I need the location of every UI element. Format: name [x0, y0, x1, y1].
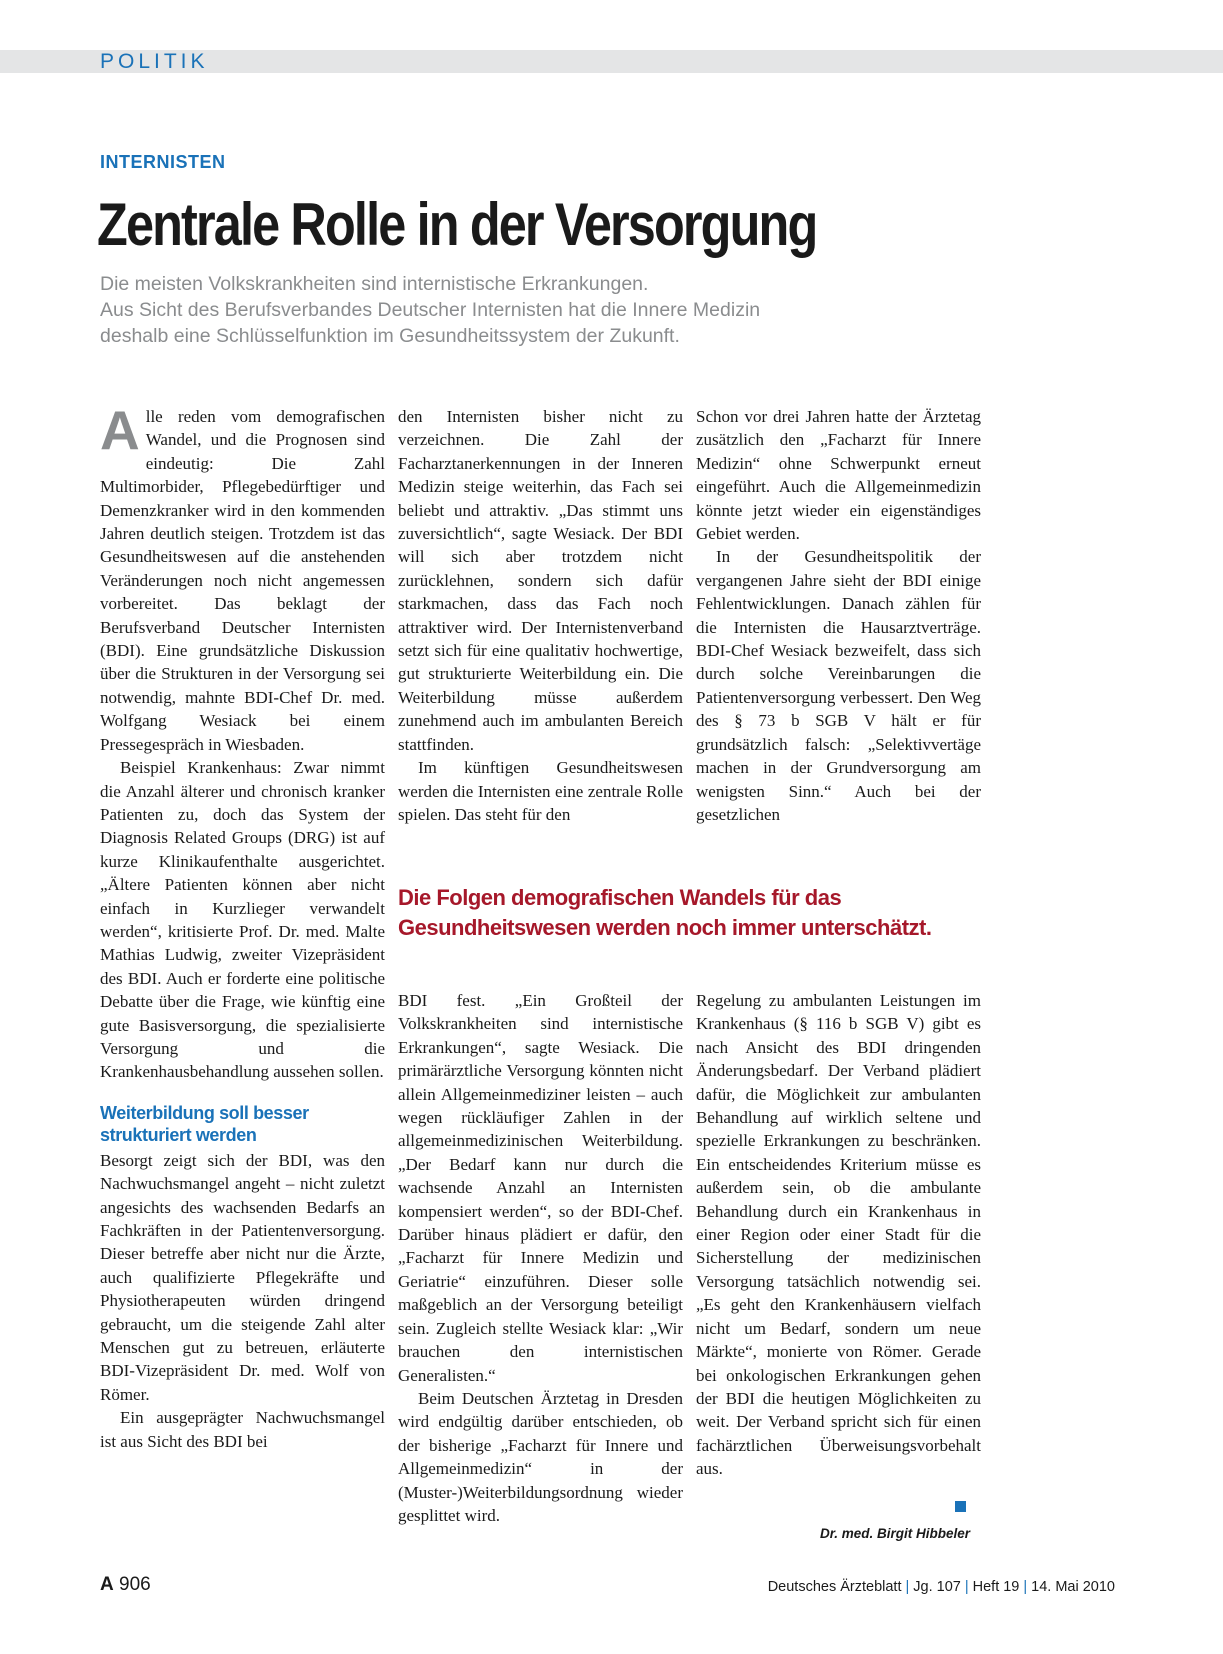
deck-line: deshalb eine Schlüsselfunktion im Gesundheitssystem der Zukunft. — [100, 325, 680, 347]
page-prefix: A — [100, 1574, 114, 1595]
page-number-value: 906 — [119, 1574, 151, 1595]
deck-line: Die meisten Volkskrankheiten sind internistische Erkrankungen. — [100, 273, 649, 295]
text-column-4 — [398, 989, 683, 1527]
article-deck — [100, 271, 1020, 349]
pull-quote-line: Gesundheitswesen werden noch immer unterschätzt. — [398, 915, 932, 940]
journal-footer: Deutsches Ärzteblatt | Jg. 107 | Heft 19 | 14. Mai 2010 — [767, 1579, 1115, 1595]
pull-quote-line: Die Folgen demografischen Wandels für das — [398, 885, 842, 910]
paragraph: Besorgt zeigt sich der BDI, was den Nachwuchsmangel angeht – nicht zuletzt angesichts des wachsenden Bedarfs an Fachkräften in der Patientenversorgung. Dieser betreffe aber nicht nur die Ärzte, auch qualifizierte Pflegekräfte und Physiotherapeuten würden dringend gebraucht, um die steigende Zahl alter Menschen gut zu betreuen, erläuterte BDI-Vizepräsident Dr. med. Wolf von Römer. — [100, 1150, 385, 1404]
deck-line: Aus Sicht des Berufsverbandes Deutscher Internisten hat die Innere Medizin — [100, 299, 761, 321]
text-column-5 — [696, 989, 981, 1481]
article-kicker: INTERNISTEN — [100, 152, 226, 172]
paragraph — [100, 399, 385, 756]
paragraph: In der Gesundheitspolitik der vergangenen Jahre sieht der BDI einige Fehlentwicklungen. Danach zählen für die Internisten die Hausarztverträge. BDI-Chef Wesiack bezweifelt, dass sich durch solche Vereinbarungen die Patientenversorgung verbessert. Den Weg des § 73 b SGB V hält er für grundsätzlich falsch: „Selektivvertäge machen in der Grundversorgung am wenigsten Sinn.“ Auch bei der gesetzlichen — [696, 547, 981, 824]
section-label: POLITIK — [100, 50, 209, 73]
paragraph: Schon vor drei Jahren hatte der Ärztetag zusätzlich den „Facharzt für Innere Medizin“ ohne Schwerpunkt erneut eingeführt. Auch die Allgemeinmedizin könnte jetzt wieder ein eigenständiges Gebiet werden. — [696, 407, 981, 544]
subheading: Weiterbildung soll besser strukturiert werden — [100, 1102, 309, 1145]
paragraph: Beim Deutschen Ärztetag in Dresden wird endgültig darüber entschieden, ob der bisherige „Facharzt für Innere und Allgemeinmedizin“ in der (Muster-)Weiterbildungsordnung wieder gesplittet wird. — [398, 1388, 683, 1525]
paragraph: Regelung zu ambulanten Leistungen im Krankenhaus (§ 116 b SGB V) gibt es nach Ansicht des BDI dringenden Änderungsbedarf. Der Verband plädiert dafür, die Möglichkeit zur ambulanten Behandlung auf wirklich seltene und spezielle Erkrankungen zu beschränken. Ein entscheidendes Kriterium müsse es außerdem sein, ob die ambulante Behandlung durch ein Krankenhaus in einer Region oder einer Stadt für die Sicherstellung der medizinischen Versorgung tatsächlich notwendig sei. „Es geht den Krankenhäusern vielfach nicht um Bedarf, sondern um neue Märkte“, monierte von Römer. Gerade bei onkologischen Erkrankungen gehen der BDI die heutigen Möglichkeiten zu weit. Der Verband spricht sich für einen fachärztlichen Überweisungsvorbehalt aus. — [696, 991, 981, 1479]
paragraph: BDI fest. „Ein Großteil der Volkskrankheiten sind internistische Erkrankungen“, sagte Wesiack. Die primärärztliche Versorgung könnten nicht allein Allgemeinmediziner leisten – auch wegen rückläufiger Zahlen in der allgemeinmedizinischen Weiterbildung. „Der Bedarf kann nur durch die wachsende Anzahl an Internisten kompensiert werden“, so der BDI-Chef. Darüber hinaus plädiert er dafür, den „Facharzt für Innere Medizin und Geriatrie“ einzuführen. Dieser solle maßgeblich an der Versorgung beteiligt sein. Zugleich stellte Wesiack klar: „Wir brauchen den internistischen Generalisten.“ — [398, 991, 683, 1385]
paragraph: den Internisten bisher nicht zu verzeichnen. Die Zahl der Facharztanerkennungen in der Inneren Medizin steige weiterhin, das Fach sei beliebt und attraktiv. „Das stimmt uns zuversichtlich“, sagte Wesiack. Der BDI will sich aber trotzdem nicht zurücklehnen, sondern sich dafür starkmachen, dass das Fach noch attraktiver wird. Der Internistenverband setzt sich für eine qualitativ hochwertige, gut strukturierte Weiterbildung ein. Die Weiterbildung müsse außerdem zunehmend auch im ambulanten Bereich stattfinden. — [398, 407, 683, 754]
pull-quote — [398, 883, 1018, 943]
paragraph: Beispiel Krankenhaus: Zwar nimmt die Anzahl älterer und chronisch kranker Patienten zu, doch das System der Diagnosis Related Groups (DRG) ist auf kurze Klinikaufenthalte ausgerichtet. „Ältere Patienten können aber nicht einfach in Kurzlieger verwandelt werden“, kritisierte Prof. Dr. med. Malte Mathias Ludwig, zweiter Vizepräsident des BDI. Auch er forderte eine politische Debatte über die Frage, wie künftig eine gute Basisversorgung, die spezialisierte Versorgung und die Krankenhausbehandlung aussehen sollen. — [100, 758, 385, 1082]
article-title: Zentrale Rolle in der Versorgung — [97, 191, 817, 258]
journal-volume: Jg. 107 — [913, 1579, 961, 1595]
journal-name: Deutsches Ärzteblatt — [767, 1579, 902, 1595]
page-number — [100, 1574, 151, 1596]
journal-date: 14. Mai 2010 — [1031, 1579, 1115, 1595]
end-of-article-square-icon — [955, 1501, 966, 1512]
text-column-2 — [398, 405, 683, 826]
text-column-3 — [696, 405, 981, 826]
text-column-1 — [100, 399, 385, 1453]
paragraph: Im künftigen Gesundheitswesen werden die Internisten eine zentrale Rolle spielen. Das steht für den — [398, 758, 683, 824]
paragraph-text: lle reden vom demografischen Wandel, und die Prognosen sind eindeutig: Die Zahl Multimorbider, Pflegebedürftiger und Demenzkranker wird in den kommenden Jahren deutlich steigen. Trotzdem ist das Gesundheitswesen auf die anstehenden Veränderungen noch nicht angemessen vorbereitet. Das beklagt der Berufsverband Deutscher Internisten (BDI). Eine grundsätzliche Diskussion über die Strukturen in der Versorgung sei notwendig, mahnte BDI-Chef Dr. med. Wolfgang Wesiack bei einem Pressegespräch in Wiesbaden. — [100, 407, 385, 754]
paragraph: Ein ausgeprägter Nachwuchsmangel ist aus Sicht des BDI bei — [100, 1408, 385, 1451]
drop-cap: A — [100, 399, 140, 461]
author-byline: Dr. med. Birgit Hibbeler — [819, 1526, 970, 1541]
journal-issue: Heft 19 — [972, 1579, 1020, 1595]
